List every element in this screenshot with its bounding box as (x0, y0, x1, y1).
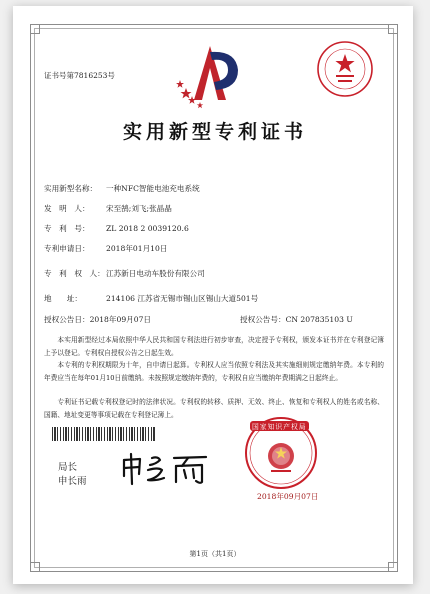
certificate-number: 证书号第7816253号 (44, 71, 115, 80)
seal-date: 2018年09月07日 (257, 492, 319, 501)
field-value: 214106 江苏省无锡市锡山区锡山大道501号 (106, 294, 259, 303)
field-label: 发 明 人： (44, 204, 90, 213)
paragraph-legal-status: 专利证书记载专利权登记时的法律状况。专利权的转移、质押、无效、终止、恢复和专利权人的姓名或名称、国籍、地址变更等事项记载在专利登记簿上。 (44, 398, 384, 419)
field-patentee (44, 268, 205, 279)
grant-publication-number (240, 314, 353, 325)
border-corner-ornament (30, 24, 40, 34)
field-application-date (44, 243, 167, 254)
field-label: 实用新型名称： (44, 184, 98, 193)
grant-pub-label: 授权公告号： (240, 315, 286, 324)
field-label: 专利申请日： (44, 244, 90, 253)
field-label: 专 利 权 人： (44, 269, 105, 278)
seal-text: 国家知识产权局 (252, 423, 307, 431)
barcode (52, 427, 156, 441)
paragraph-term-and-fees: 本专利的专利权期限为十年，自申请日起算。专利权人应当依照专利法及其实施细则规定缴纳年费。本专利的年费应当在每年01月10日前缴纳。未按照规定缴纳年费的，专利权自应当缴纳年费期满之日起终止。 (44, 361, 384, 382)
sipo-logo-icon (172, 42, 248, 110)
handwritten-signature-icon (118, 450, 212, 486)
field-inventor (44, 203, 172, 214)
field-patent-number (44, 223, 189, 234)
field-value: 宋至鹄;刘飞;张晶晶 (106, 204, 172, 213)
field-value: 一种NFC智能电池充电系统 (106, 184, 200, 193)
signature-printed-name: 申长雨 (58, 476, 87, 487)
grant-date (44, 314, 151, 325)
field-value: ZL 2018 2 0039120.6 (106, 224, 189, 233)
field-address (44, 293, 258, 304)
grant-pub-value: CN 207835103 U (285, 315, 353, 324)
certificate-title: 实用新型专利证书 (122, 121, 307, 143)
patent-office-stamp-icon (316, 40, 374, 98)
border-corner-ornament (30, 562, 40, 572)
field-label: 地 址： (44, 294, 82, 303)
field-value: 江苏新日电动车股份有限公司 (106, 269, 205, 278)
border-corner-ornament (388, 562, 398, 572)
grant-date-value: 2018年09月07日 (89, 315, 151, 324)
field-utility-model-name (44, 183, 200, 194)
field-label: 专 利 号： (44, 224, 90, 233)
page-number: 第1页（共1页） (189, 550, 241, 558)
signature-title: 局长 (58, 462, 78, 473)
grant-date-label: 授权公告日： (44, 315, 90, 324)
field-value: 2018年01月10日 (106, 244, 168, 253)
border-corner-ornament (388, 24, 398, 34)
paragraph-grant-decision: 本实用新型经过本局依照中华人民共和国专利法进行初步审查，决定授予专利权，颁发本证书并在专利登记簿上予以登记。专利权自授权公告之日起生效。 (44, 336, 384, 357)
